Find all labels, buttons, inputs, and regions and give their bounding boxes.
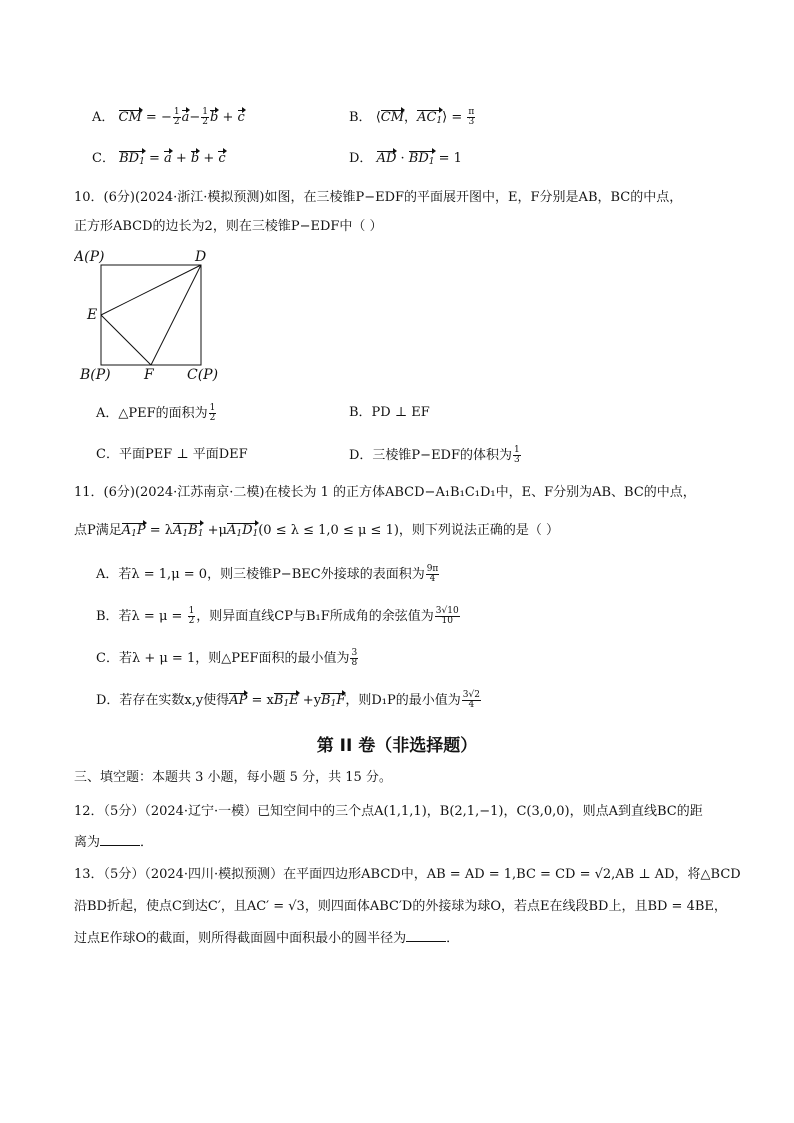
- q11-option-b: B．若λ = μ = $\frac{1}{2}$ ，则异面直线CP与B₁F所成角的余弦值为 $\frac{3√10}{10}$: [96, 606, 459, 626]
- q10-stem-line1: 10．(6分)(2024·浙江·模拟预测)如图，在三棱锥P−EDF的平面展开图中，E，F分别是AB，BC的中点，: [74, 190, 683, 205]
- section3-intro: 三、填空题：本题共 3 小题，每小题 5 分，共 15 分。: [74, 770, 392, 785]
- label-c: C(P): [187, 367, 219, 383]
- q13-line1: 13．（5分）（2024·四川·模拟预测）在平面四边形ABCD中，AB = AD = 1,BC = CD = √2,AB ⊥ AD，将△BCD: [74, 867, 741, 882]
- part2-heading: 第 II 卷（非选择题）: [316, 736, 478, 756]
- q13-line2: 沿BD折起，使点C到达C′，且AC′ = √3，则四面体ABC′D的外接球为球O，若点E在线段BD上，且BD = 4BE，: [74, 899, 727, 914]
- q10-stem-line2: 正方形ABCD的边长为2，则在三棱锥P−EDF中（ ）: [74, 219, 383, 234]
- q10-square-diagram: [74, 246, 234, 386]
- segment-ed: [101, 265, 201, 315]
- q9-option-d: D． AD · $BD_1 = 1$: [349, 150, 462, 171]
- q10-option-a: A．△PEF的面积为 $\frac{1}{2}$: [96, 403, 216, 423]
- label-f: F: [144, 367, 154, 383]
- q12-line1: 12．（5分）（2024·辽宁·一模）已知空间中的三个点A(1,1,1)，B(2,1,−1)，C(3,0,0)，则点A到直线BC的距: [74, 804, 703, 819]
- segment-ef: [101, 315, 151, 365]
- segment-fd: [151, 265, 201, 365]
- label-e: E: [87, 307, 98, 323]
- q12-answer-blank[interactable]: [100, 833, 140, 846]
- q11-option-a: A．若λ = 1,μ = 0，则三棱锥P−BEC外接球的表面积为 $\frac{9\pi}{4}$: [96, 564, 439, 584]
- q9-option-b: B． ⟨CM，$AC_1⟩$ = $\frac{\pi}{3}$: [349, 108, 476, 130]
- q11-stem-line2: 点P满足$A_1P = \lambda A_1B_1 +\mu A_1D_1(0 \le \lambda \le 1,0 \le \mu \le 1)$，则下列说法正确的是（ ）: [74, 522, 559, 543]
- q13-answer-blank[interactable]: [406, 929, 446, 942]
- q11-option-c: C．若λ + μ = 1，则△PEF面积的最小值为 $\frac{3}{8}$: [96, 648, 358, 668]
- q11-option-d: D．若存在实数x,y使得AP = $xB_1E +yB_1F$，则D₁P的最小值为 $\frac{3√2}{4}$: [96, 691, 482, 713]
- q10-option-c: C．平面PEF ⊥ 平面DEF: [96, 447, 248, 462]
- q9-option-a: A． CM = − $\frac{1}{2}$ a− $\frac{1}{2}$ b + c: [92, 107, 245, 127]
- q13-line3: 过点E作球O的截面，则所得截面圆中面积最小的圆半径为 ．: [74, 931, 460, 946]
- q9-option-c: C． $BD_1 = a + b + c$: [92, 150, 226, 171]
- q12-line2: 离为 ．: [74, 835, 154, 850]
- label-d: D: [195, 249, 207, 265]
- square-abcd: [101, 265, 201, 365]
- label-a: A(P): [74, 249, 105, 265]
- label-b: B(P): [80, 367, 111, 383]
- q11-stem-line1: 11．(6分)(2024·江苏南京·二模)在棱长为 1 的正方体ABCD−A₁B₁C₁D₁中，E、F分别为AB、BC的中点，: [74, 485, 696, 500]
- q10-option-b: B．PD ⊥ EF: [349, 405, 430, 420]
- q10-option-d: D．三棱锥P−EDF的体积为 $\frac{1}{3}$: [349, 445, 520, 465]
